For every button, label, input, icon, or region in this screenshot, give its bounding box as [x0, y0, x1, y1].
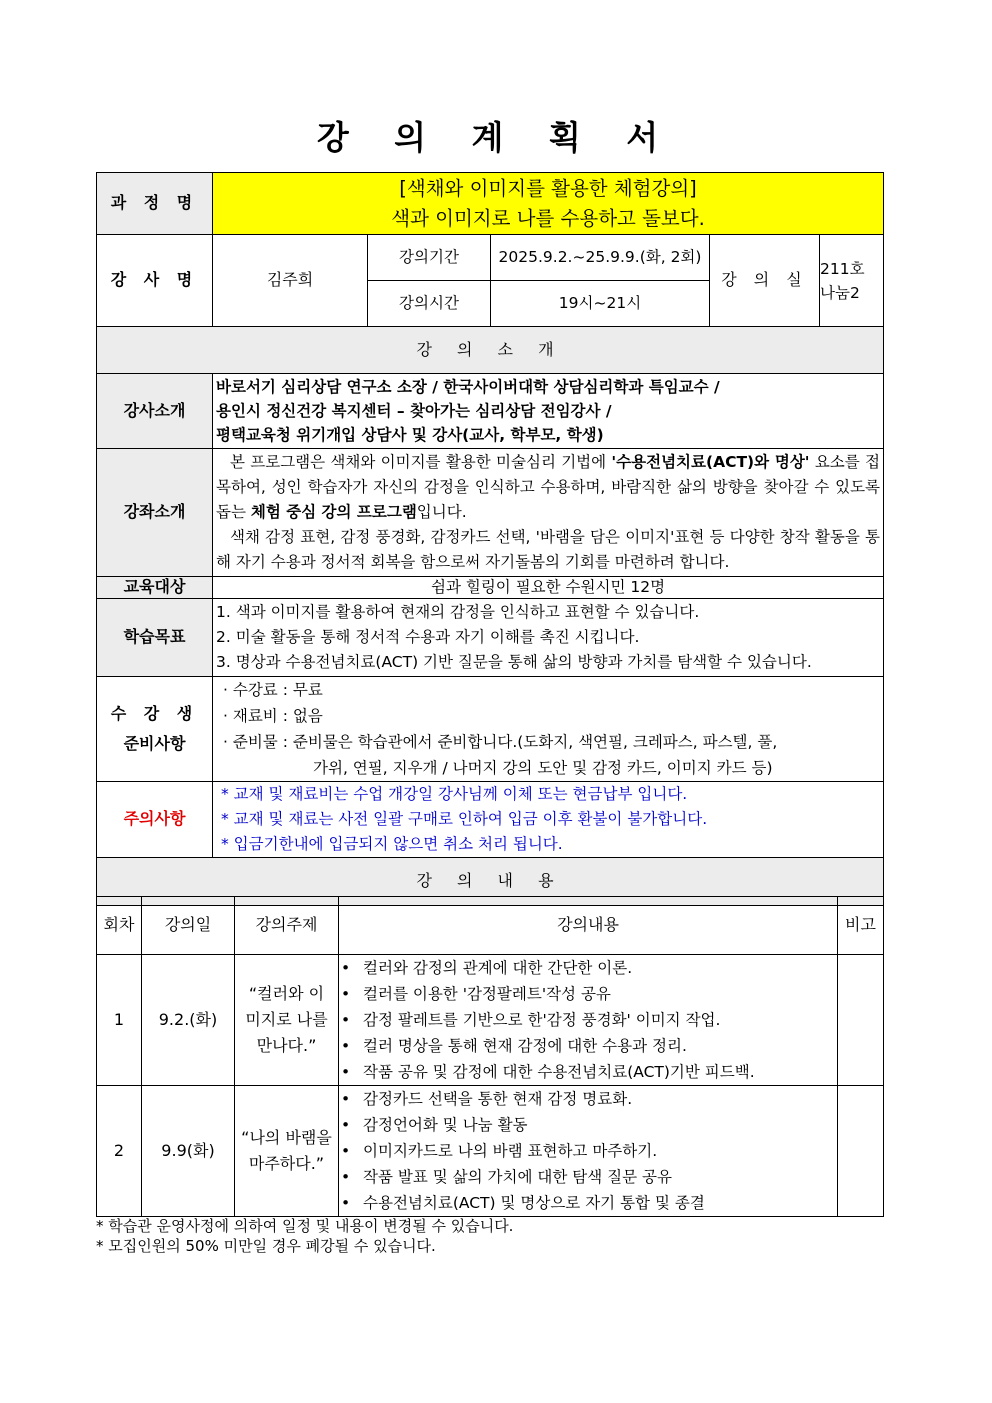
prep-fee: · 수강료 : 무료 [223, 681, 323, 699]
session-topic: “컬러와 이미지로 나를 만나다.” [235, 955, 339, 1086]
course-intro-part: 요소를 접목하여, 성인 학습자가 자신의 감정을 인식하고 수용하며, 바람직한 삶의 방향을 찾아갈 수 있도록 돕는 [216, 453, 881, 521]
caution-item: * 입금기한내에 입금되지 않으면 취소 처리 됩니다. [221, 835, 563, 853]
room-value [820, 235, 884, 327]
caution-item: * 교재 및 재료는 사전 일괄 구매로 인하여 입금 이후 환불이 불가합니다. [221, 810, 708, 828]
header-date: 강의일 [142, 897, 235, 955]
schedule-table [96, 896, 884, 1217]
instructor-label: 강 사 명 [97, 235, 213, 327]
session-content [339, 1086, 838, 1217]
course-name-label: 과 정 명 [97, 173, 213, 235]
caution-list [213, 782, 884, 858]
document-title: 강 의 계 획 서 [316, 118, 676, 157]
list-item: • 감정카드 선택을 통한 현재 감정 명료화. [339, 1086, 837, 1112]
session-note [838, 1086, 884, 1217]
target-label: 교육대상 [97, 577, 213, 599]
room-line2: 나눔2 [820, 283, 860, 302]
course-intro-paragraph2: 색채 감정 표현, 감정 풍경화, 감정카드 선택, '바램을 담은 이미지'표현 등 다양한 창작 활동을 통해 자기 수용과 정서적 회복을 함으로써 자기돌봄의 기회를 마련하려 합니다. [216, 528, 881, 571]
session-no: 1 [97, 955, 142, 1086]
goal-item: 2. 미술 활동을 통해 정서적 수용과 자기 이해를 촉진 시킵니다. [216, 628, 640, 646]
list-item: • 작품 공유 및 감정에 대한 수용전념치료(ACT)기반 피드백. [339, 1059, 837, 1085]
goals-label: 학습목표 [97, 599, 213, 677]
period-label: 강의기간 [368, 235, 491, 281]
course-name-line2: 색과 이미지로 나를 수용하고 돌보다. [391, 206, 705, 230]
instructor-intro-text [213, 374, 884, 449]
prep-material-fee: · 재료비 : 없음 [223, 707, 323, 725]
list-item: • 감정언어화 및 나눔 활동 [339, 1112, 837, 1138]
list-item: • 컬러와 감정의 관계에 대한 간단한 이론. [339, 955, 837, 981]
time-label: 강의시간 [368, 281, 491, 327]
session-note [838, 955, 884, 1086]
course-intro-part: 본 프로그램은 색채와 이미지를 활용한 미술심리 기법에 [230, 453, 612, 471]
prep-supplies: · 준비물 : 준비물은 학습관에서 준비합니다.(도화지, 색연필, 크레파스, 파스텔, 풀, [223, 733, 778, 751]
prep-label-line2: 준비사항 [123, 734, 186, 753]
list-item: • 작품 발표 및 삶의 가치에 대한 탐색 질문 공유 [339, 1164, 837, 1190]
instructor-intro-label: 강사소개 [97, 374, 213, 449]
course-intro-text [213, 449, 884, 577]
prep-supplies-cont: 가위, 연필, 지우개 / 나머지 강의 도안 및 감정 카드, 이미지 카드 등) [313, 759, 773, 777]
list-item: • 수용전념치료(ACT) 및 명상으로 자기 통합 및 종결 [339, 1190, 837, 1216]
instructor-intro-line: 바로서기 심리상담 연구소 소장 / 한국사이버대학 상담심리학과 특임교수 / [216, 378, 720, 396]
header-topic: 강의주제 [235, 897, 339, 955]
instructor-intro-line: 용인시 정신건강 복지센터 – 찾아가는 심리상담 전임강사 / [216, 402, 612, 420]
header-no: 회차 [97, 897, 142, 955]
prep-label-line1: 수 강 생 [110, 704, 199, 723]
intro-section-header: 강 의 소 개 [97, 327, 884, 374]
room-line1: 211호 [820, 259, 865, 278]
list-item: • 이미지카드로 나의 바램 표현하고 마주하기. [339, 1138, 837, 1164]
session-date: 9.9(화) [142, 1086, 235, 1217]
course-name-cell [213, 173, 884, 235]
goal-item: 3. 명상과 수용전념치료(ACT) 기반 질문을 통해 삶의 방향과 가치를 탐색할 수 있습니다. [216, 653, 812, 671]
caution-item: * 교재 및 재료비는 수업 개강일 강사님께 이체 또는 현금납부 입니다. [221, 785, 688, 803]
list-item: • 감정 팔레트를 기반으로 한'감정 풍경화' 이미지 작업. [339, 1007, 837, 1033]
course-intro-emphasis: 체험 중심 강의 프로그램 [250, 503, 417, 521]
content-section-header: 강 의 내 용 [97, 858, 884, 906]
list-item: • 컬러 명상을 통해 현재 감정에 대한 수용과 정리. [339, 1033, 837, 1059]
goal-item: 1. 색과 이미지를 활용하여 현재의 감정을 인식하고 표현할 수 있습니다. [216, 603, 700, 621]
course-intro-label: 강좌소개 [97, 449, 213, 577]
room-label: 강 의 실 [710, 235, 820, 327]
course-intro-emphasis: '수용전념치료(ACT)와 명상' [611, 453, 810, 471]
session-content [339, 955, 838, 1086]
session-no: 2 [97, 1086, 142, 1217]
table-row [97, 1086, 884, 1217]
course-intro-part: 입니다. [416, 503, 467, 521]
period-value: 2025.9.2.~25.9.9.(화, 2회) [491, 235, 710, 281]
header-content: 강의내용 [339, 897, 838, 955]
course-info-table [96, 172, 884, 906]
time-value: 19시~21시 [491, 281, 710, 327]
caution-label: 주의사항 [97, 782, 213, 858]
session-date: 9.2.(화) [142, 955, 235, 1086]
session-topic: “나의 바램을 마주하다.” [235, 1086, 339, 1217]
course-name-line1: [색채와 이미지를 활용한 체험강의] [399, 176, 697, 200]
prep-label [97, 677, 213, 782]
target-value: 쉼과 힐링이 필요한 수원시민 12명 [213, 577, 884, 599]
goals-list [213, 599, 884, 677]
list-item: • 컬러를 이용한 '감정팔레트'작성 공유 [339, 981, 837, 1007]
table-row [97, 955, 884, 1086]
footnote: * 모집인원의 50% 미만일 경우 폐강될 수 있습니다. [96, 1236, 513, 1256]
instructor-intro-line: 평택교육청 위기개입 상담사 및 강사(교사, 학부모, 학생) [216, 426, 604, 444]
footnote: * 학습관 운영사정에 의하여 일정 및 내용이 변경될 수 있습니다. [96, 1216, 513, 1236]
prep-text [213, 677, 884, 782]
header-note: 비고 [838, 897, 884, 955]
instructor-name: 김주희 [213, 235, 368, 327]
footnotes [96, 1216, 513, 1256]
